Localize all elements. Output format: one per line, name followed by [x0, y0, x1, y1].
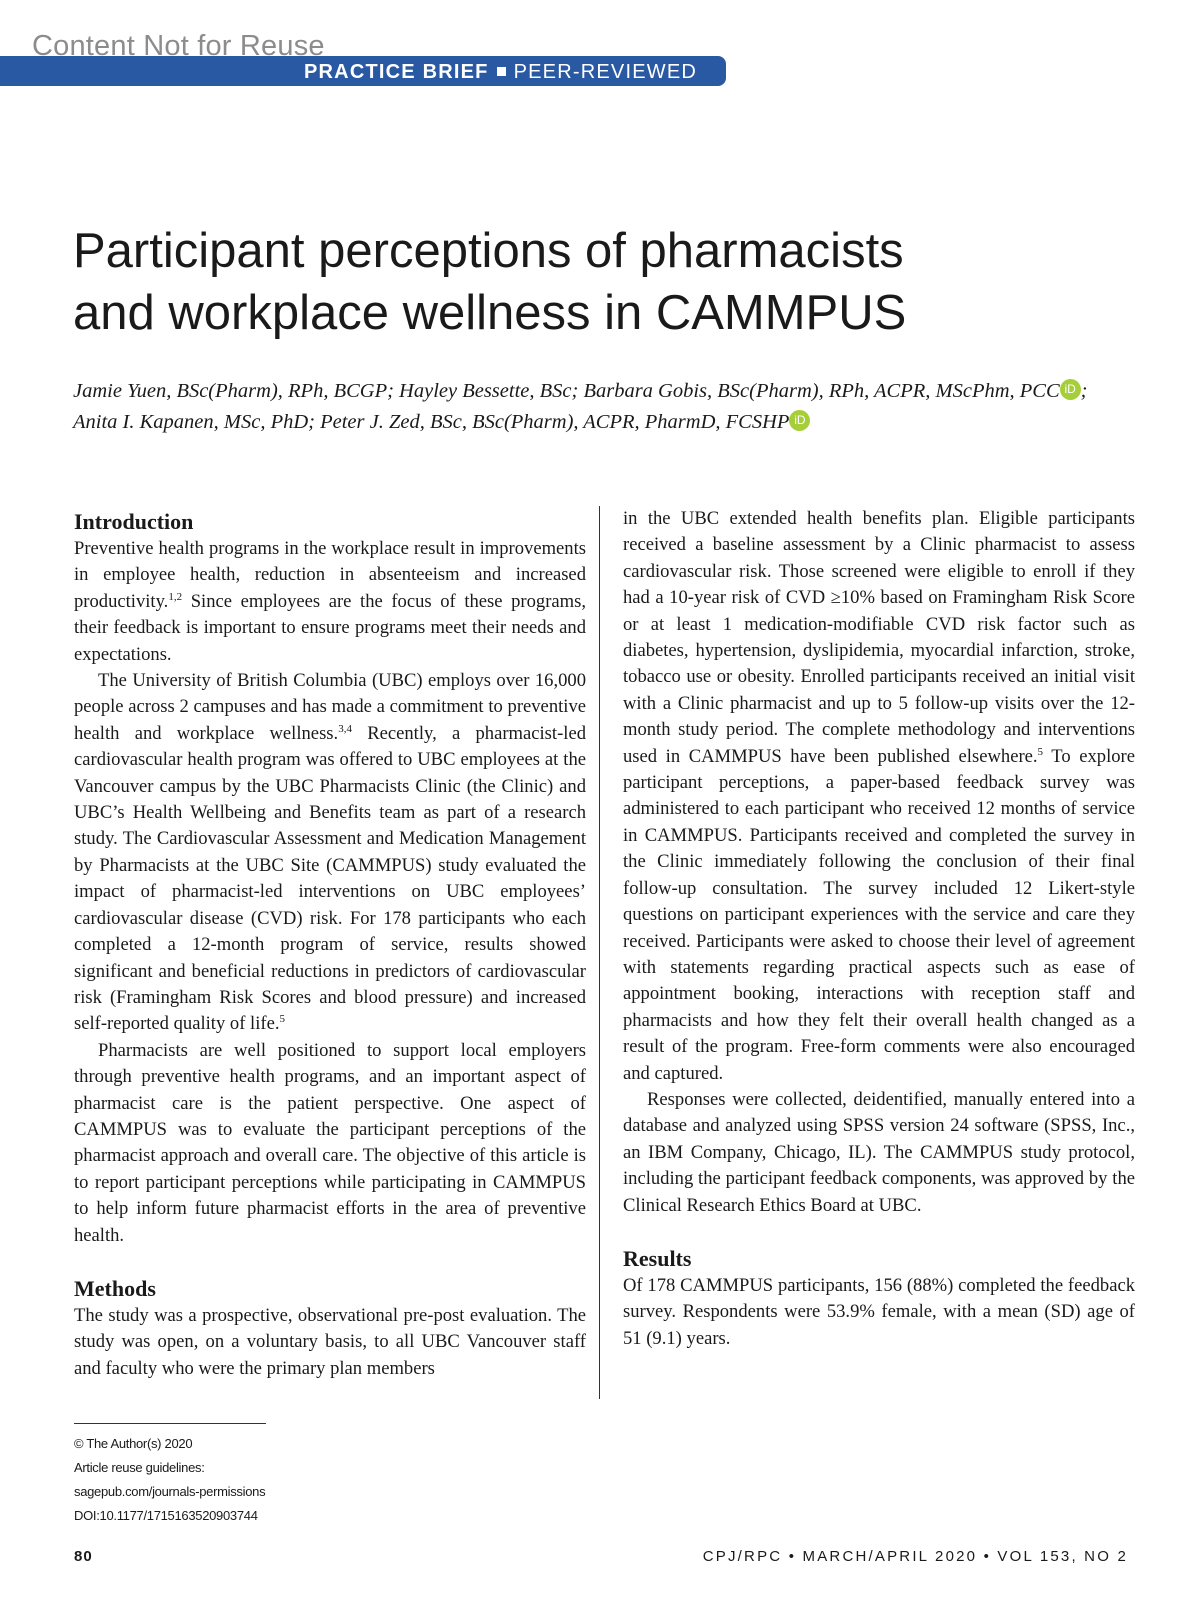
copyright-notice: © The Author(s) 2020 — [74, 1436, 193, 1451]
title-line-1: Participant perceptions of pharmacists — [73, 224, 904, 278]
article-title — [73, 220, 1133, 344]
authors-part-1: Jamie Yuen, BSc(Pharm), RPh, BCGP; Hayley Bessette, BSc; Barbara Gobis, BSc(Pharm), RPh, ACPR, MScPhm, PCC — [73, 380, 1060, 402]
orcid-icon[interactable]: iD — [1060, 379, 1081, 400]
title-line-2: and workplace wellness in CAMMPUS — [73, 286, 907, 340]
results-heading: Results — [623, 1245, 692, 1271]
methods-paragraph-1-cont: in the UBC extended health benefits plan. Eligible participants received a baseline assessment by a Clinic pharmacist to assess cardiovascular risk. Those screened were eligible to enroll if they had a 10-year risk of CVD ≥10% based on Framingham Risk Score or at least 1 medication-modifiable CVD risk factor such as diabetes, hypertension, dyslipidemia, myocardial infarction, stroke, tobacco use or obesity. Enrolled participants received an initial visit with a Clinic pharmacist and up to 5 follow-up visits over the 12-month study period. The complete methodology and interventions used in CAMMPUS have been published elsewhere.$^5$ To explore participant perceptions, a paper-based feedback survey was administered to each participant who received 12 months of service in CAMMPUS. Participants received and completed the survey in the Clinic immediately following the conclusion of their final follow-up consultation. The survey included 12 Likert-style questions on participant experiences with the service and care they received. Participants were asked to choose their level of agreement with statements regarding practical aspects such as ease of appointment booking, interactions with reception staff and pharmacists and how they felt their overall health changed as a result of the program. Free-form comments were also encouraged and captured. — [623, 508, 1135, 1084]
journal-info: CPJ/RPC • MARCH/APRIL 2020 • VOL 153, NO 2 — [702, 1548, 1128, 1565]
orcid-icon[interactable]: iD — [789, 410, 810, 431]
right-column — [623, 506, 1135, 1352]
reuse-guidelines-label: Article reuse guidelines: — [74, 1460, 205, 1475]
intro-paragraph-1: Preventive health programs in the workplace result in improvements in employee health, reduction in absenteeism and increased productivity.$^{1,2}$ Since employees are the focus of these programs, their feedback is important to ensure programs meet their needs and expectations. — [74, 538, 586, 665]
doi-link[interactable]: DOI:10.1177/1715163520903744 — [74, 1508, 258, 1523]
author-list — [73, 376, 1133, 438]
intro-paragraph-3: Pharmacists are well positioned to support local employers through preventive health programs, and an important aspect of pharmacist care is the patient perspective. One aspect of CAMMPUS was to evaluate the participant perceptions of the pharmacist approach and overall care. The objective of this article is to report participant perceptions while participating in CAMMPUS to help inform future pharmacist efforts in the area of preventive health. — [74, 1039, 586, 1246]
results-paragraph-1: Of 178 CAMMPUS participants, 156 (88%) completed the feedback survey. Respondents were 53.9% female, with a mean (SD) age of 51 (9.1) years. — [623, 1274, 1135, 1349]
banner-label — [304, 58, 697, 86]
intro-paragraph-2: The University of British Columbia (UBC) employs over 16,000 people across 2 campuses and has made a commitment to preventive health and workplace wellness.$^{3,4}$ Recently, a pharmacist-led cardiovascular health program was offered to UBC employees at the Vancouver campus by the UBC Pharmacists Clinic (the Clinic) and UBC’s Health Wellbeing and Benefits team as part of a research study. The Cardiovascular Assessment and Medication Management by Pharmacists at the UBC Site (CAMMPUS) study evaluated the impact of pharmacist-led interventions on UBC employees’ cardiovascular disease (CVD) risk. For 178 participants who each completed a 12-month program of service, results showed significant and beneficial reductions in predictors of cardiovascular risk (Framingham Risk Scores and blood pressure) and increased self-reported quality of life.$^5$ — [74, 670, 586, 1035]
banner-peer-reviewed: PEER-REVIEWED — [513, 61, 697, 83]
page-number: 80 — [74, 1548, 93, 1565]
authors-part-2: ; Anita I. Kapanen, MSc, PhD; Peter J. Zed, BSc, BSc(Pharm), ACPR, PharmD, FCSHP — [73, 380, 1088, 433]
methods-paragraph-1-start: The study was a prospective, observational pre-post evaluation. The study was open, on a voluntary basis, to all UBC Vancouver staff and faculty who were the primary plan members — [74, 1304, 586, 1379]
square-bullet-icon — [497, 67, 506, 76]
left-column — [74, 508, 586, 1382]
footnote-divider — [74, 1423, 266, 1424]
introduction-heading: Introduction — [74, 509, 194, 534]
banner-practice-brief: PRACTICE BRIEF — [304, 61, 489, 83]
permissions-link[interactable]: sagepub.com/journals-permissions — [74, 1484, 266, 1499]
methods-heading: Methods — [74, 1275, 156, 1301]
methods-paragraph-2: Responses were collected, deidentified, manually entered into a database and analyzed using SPSS version 24 software (SPSS, Inc., an IBM Company, Chicago, IL). The CAMMPUS study protocol, including the participant feedback components, was approved by the Clinical Research Ethics Board at UBC. — [623, 1088, 1135, 1216]
footnote — [74, 1432, 265, 1528]
watermark: Content Not for Reuse — [32, 30, 325, 62]
column-divider — [599, 506, 600, 1399]
